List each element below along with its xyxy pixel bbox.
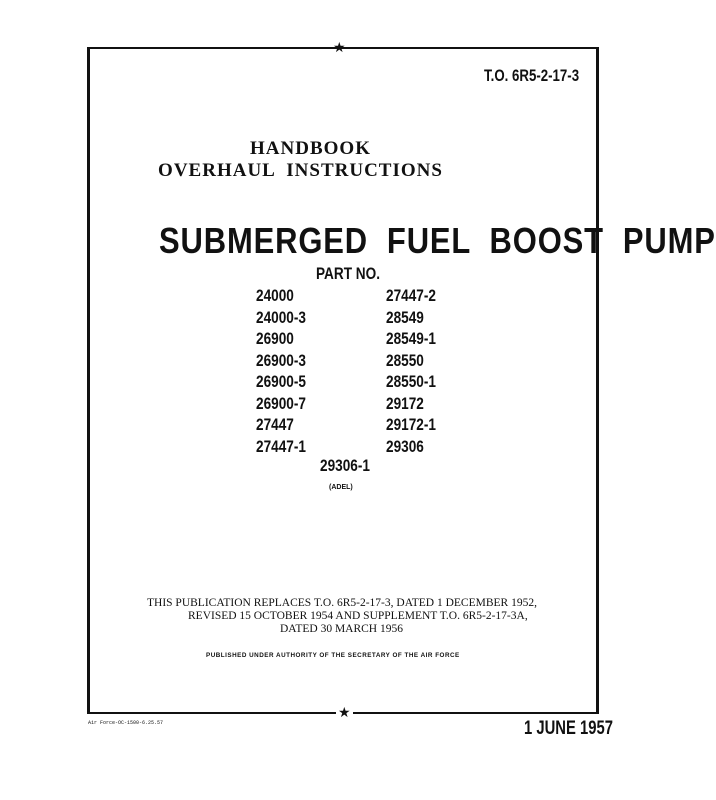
part-number: 29172 [386,393,424,413]
part-number: 26900-7 [256,393,306,413]
main-title: SUBMERGED FUEL BOOST PUMP [159,220,716,261]
part-number: 29306-1 [320,456,370,475]
part-number: 29172-1 [386,415,436,434]
notice-line: REVISED 15 OCTOBER 1954 AND SUPPLEMENT T.O. 6R5-2-17-3A, [188,610,528,622]
handbook-title: HANDBOOK [250,138,371,159]
notice-line: DATED 30 MARCH 1956 [280,623,403,635]
part-number: 28549-1 [386,329,436,348]
publication-date: 1 JUNE 1957 [524,718,613,739]
part-number: 28550 [386,350,424,370]
part-number: 27447 [256,415,294,434]
part-number: 27447-1 [256,436,306,456]
part-number: 26900-3 [256,350,306,370]
part-number: 24000 [256,286,294,305]
part-number: 28550-1 [386,372,436,391]
to-number: T.O. 6R5-2-17-3 [484,66,580,85]
part-no-heading: PART NO. [316,264,380,283]
part-number: 26900 [256,329,294,348]
star-icon: ★ [338,705,351,721]
overhaul-title: OVERHAUL INSTRUCTIONS [158,160,443,181]
part-number: 27447-2 [386,286,436,305]
part-number: 24000-3 [256,307,306,327]
authority-line: PUBLISHED UNDER AUTHORITY OF THE SECRETARY OF THE AIR FORCE [206,652,460,659]
star-icon: ★ [333,40,346,56]
manufacturer: (ADEL) [329,484,353,491]
print-code: Air Force-OC-1500-6.25.57 [88,720,164,726]
part-number: 26900-5 [256,372,306,391]
notice-line: THIS PUBLICATION REPLACES T.O. 6R5-2-17-3, DATED 1 DECEMBER 1952, [147,597,537,609]
part-number: 29306 [386,436,424,456]
part-number: 28549 [386,307,424,327]
